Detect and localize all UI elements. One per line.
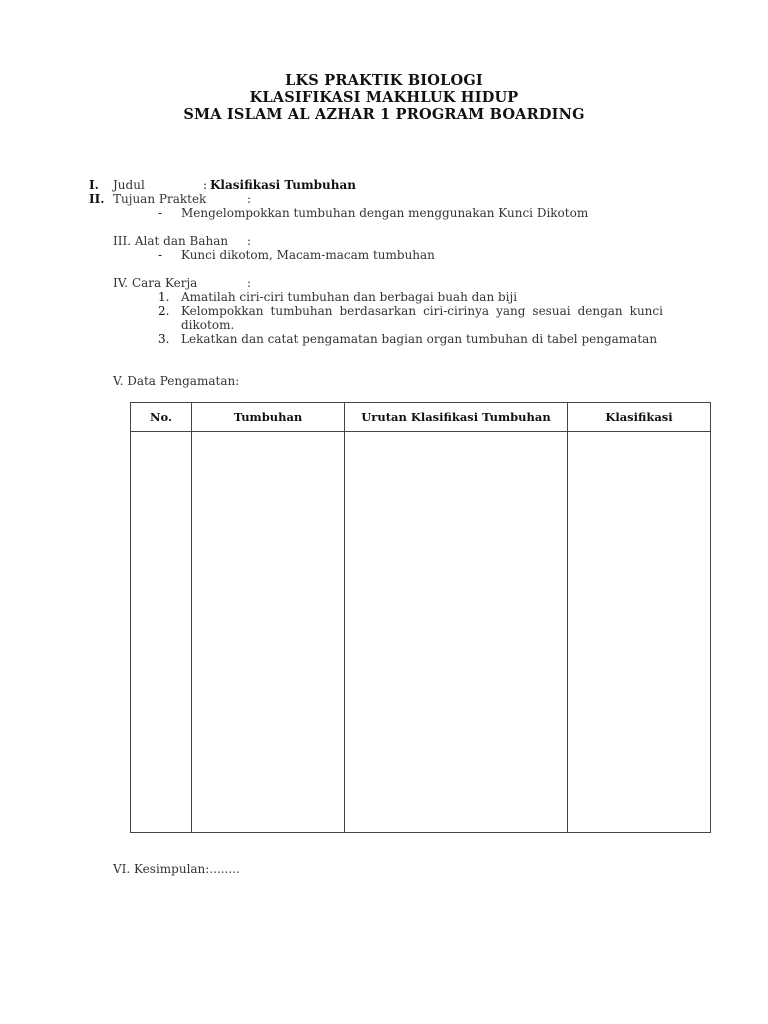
- table-cell[interactable]: [345, 432, 568, 833]
- step-number: 1.: [158, 290, 170, 304]
- table-cell[interactable]: [568, 432, 711, 833]
- doc-title-line1: LKS PRAKTIK BIOLOGI: [285, 72, 483, 89]
- step-number: 2.: [158, 304, 170, 318]
- doc-title-line3: SMA ISLAM AL AZHAR 1 PROGRAM BOARDING: [183, 106, 585, 123]
- observation-table: [130, 402, 711, 833]
- column-header-no: No.: [131, 403, 192, 432]
- data-label: V. Data Pengamatan:: [113, 374, 240, 388]
- step-text: Amatilah ciri-ciri tumbuhan dan berbagai buah dan biji: [181, 290, 518, 304]
- tujuan-bullet: -: [158, 206, 163, 220]
- tujuan-label: Tujuan Praktek: [113, 192, 207, 206]
- cara-label: IV. Cara Kerja: [113, 276, 198, 290]
- table-cell[interactable]: [192, 432, 345, 833]
- section-numeral-i: I.: [89, 178, 99, 192]
- column-header-klasifikasi: Klasifikasi: [568, 403, 711, 432]
- judul-colon: :: [203, 178, 208, 192]
- step-number: 3.: [158, 332, 170, 346]
- doc-title-line2: KLASIFIKASI MAKHLUK HIDUP: [249, 89, 519, 106]
- cara-colon: :: [247, 276, 252, 290]
- table-cell[interactable]: [131, 432, 192, 833]
- kesimpulan-label: VI. Kesimpulan:........: [113, 862, 240, 876]
- tujuan-colon: :: [247, 192, 252, 206]
- table-row: [131, 432, 711, 833]
- column-header-tumbuhan: Tumbuhan: [192, 403, 345, 432]
- judul-label: Judul: [113, 178, 145, 192]
- alat-colon: :: [247, 234, 252, 248]
- table-header-row: [131, 403, 711, 432]
- step-text-continued: dikotom.: [181, 318, 235, 332]
- alat-bullet: -: [158, 248, 163, 262]
- section-numeral-ii: II.: [89, 192, 105, 206]
- judul-value: Klasifikasi Tumbuhan: [210, 178, 356, 192]
- column-header-urutan: Urutan Klasifikasi Tumbuhan: [345, 403, 568, 432]
- step-text: Lekatkan dan catat pengamatan bagian organ tumbuhan di tabel pengamatan: [181, 332, 658, 346]
- alat-item: Kunci dikotom, Macam-macam tumbuhan: [181, 248, 435, 262]
- alat-label: III. Alat dan Bahan: [113, 234, 229, 248]
- tujuan-item: Mengelompokkan tumbuhan dengan menggunakan Kunci Dikotom: [181, 206, 589, 220]
- step-text: Kelompokkan tumbuhan berdasarkan ciri-cirinya yang sesuai dengan kunci: [181, 304, 663, 318]
